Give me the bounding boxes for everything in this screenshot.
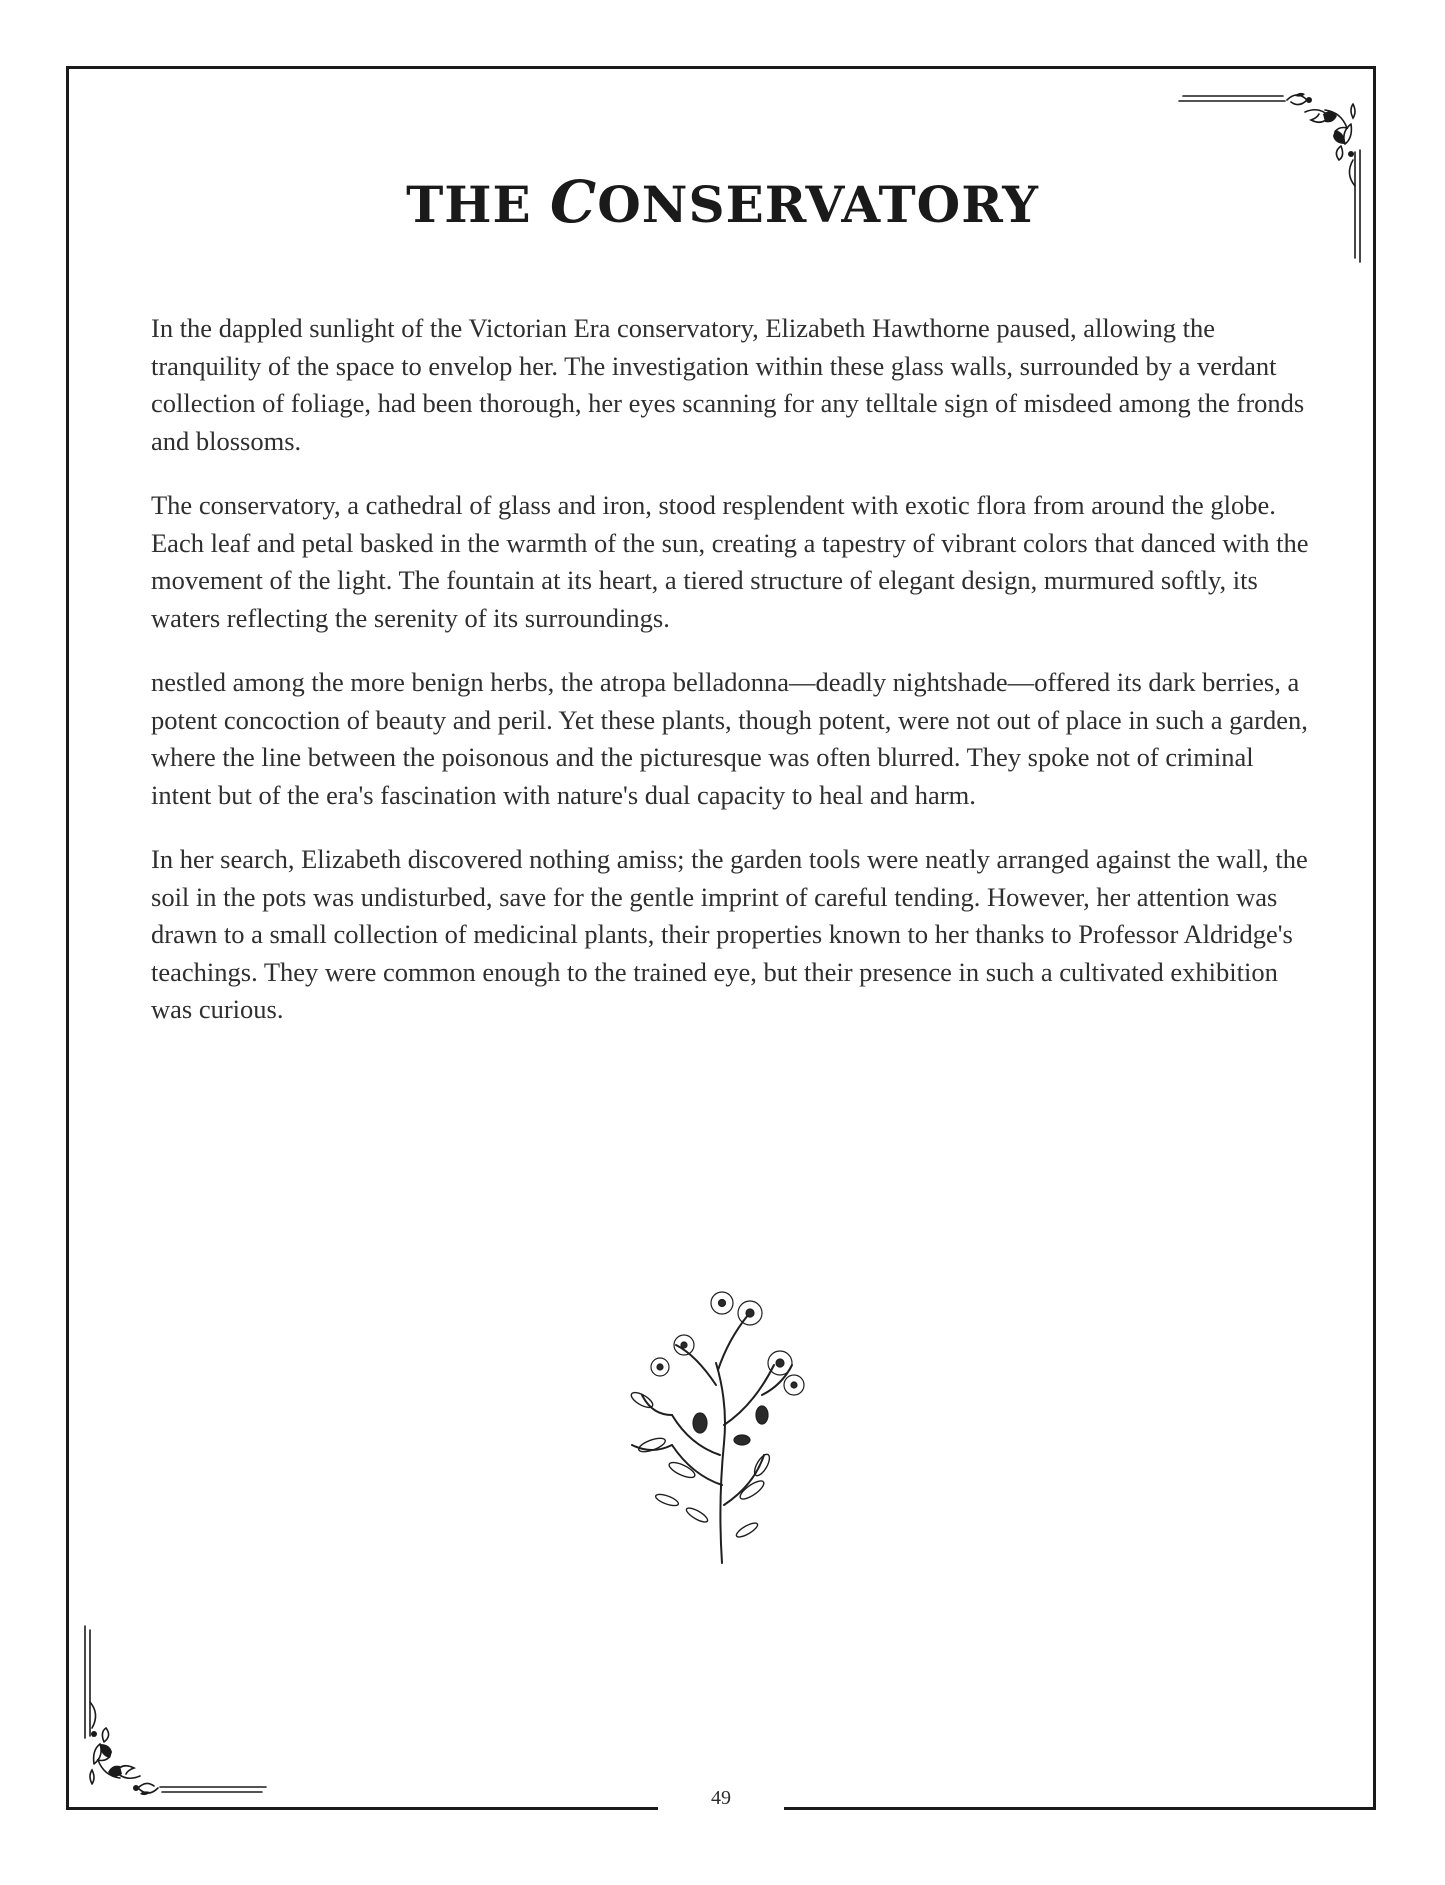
- paragraph-1: In the dappled sunlight of the Victorian Era conservatory, Elizabeth Hawthorne paused, allowing the tranquility of the space to envelop her. The investigation within these glass walls, surrounded by a verdant collection of foliage, had been thorough, her eyes scanning for any telltale sign of misdeed among the fronds and blossoms.: [151, 313, 1305, 456]
- paragraph-3: nestled among the more benign herbs, the atropa belladonna—deadly nightshade—offered its dark berries, a potent concoction of beauty and peril. Yet these plants, though potent, were not out of place in such a garden, where the line between the poisonous and the picturesque was often blurred. They spoke not of criminal intent but of the era's fascination with nature's dual capacity to heal and harm.: [151, 667, 1308, 810]
- ornamental-corner-bottom-left-icon: [80, 1618, 270, 1798]
- page-title: [0, 168, 1445, 236]
- title-prefix: THE: [406, 175, 551, 234]
- botanical-flower-sprig-icon: [612, 1275, 852, 1565]
- title-rest: ONSERVATORY: [597, 175, 1039, 234]
- chapter-body: [151, 310, 1311, 1056]
- page-number: 49: [711, 1787, 731, 1809]
- paragraph-4: In her search, Elizabeth discovered nothing amiss; the garden tools were neatly arranged against the wall, the soil in the pots was undisturbed, save for the gentle imprint of careful tending. However, her attention was drawn to a small collection of medicinal plants, their properties known to her thanks to Professor Aldridge's teachings. They were common enough to the trained eye, but their presence in such a cultivated exhibition was curious.: [151, 844, 1308, 1024]
- paragraph-2: The conservatory, a cathedral of glass and iron, stood resplendent with exotic flora from around the globe. Each leaf and petal basked in the warmth of the sun, creating a tapestry of vibrant colors that danced with the movement of the light. The fountain at its heart, a tiered structure of elegant design, murmured softly, its waters reflecting the serenity of its surroundings.: [151, 490, 1309, 633]
- title-decorative-capital: C: [550, 168, 598, 236]
